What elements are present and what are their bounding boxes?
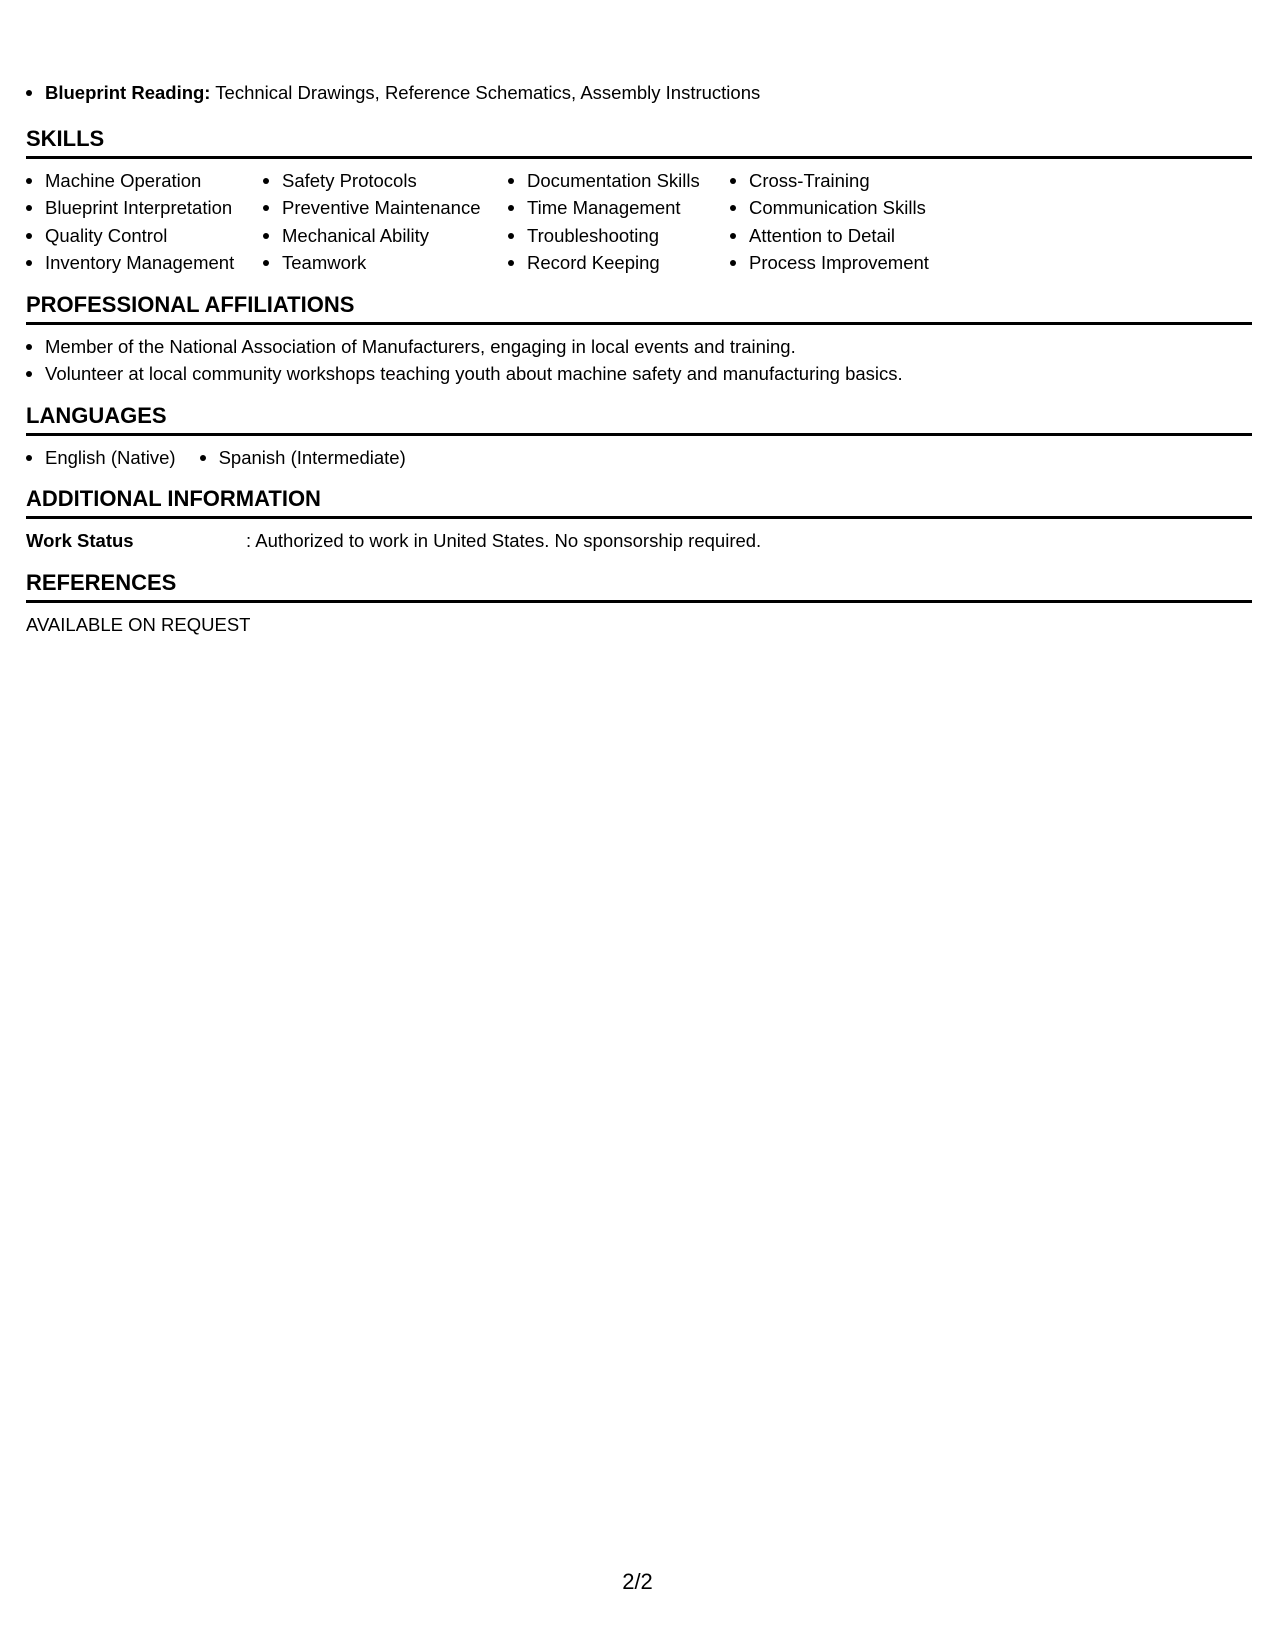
skill-item: Quality Control (26, 222, 263, 250)
languages-heading: LANGUAGES (26, 403, 1252, 436)
languages-list (26, 444, 1252, 472)
affiliation-item: Member of the National Association of Manufacturers, engaging in local events and training. (26, 333, 1252, 361)
skill-item: Time Management (508, 194, 730, 222)
skill-item: Safety Protocols (263, 167, 508, 195)
affiliations-heading: PROFESSIONAL AFFILIATIONS (26, 292, 1252, 325)
blueprint-reading-item (26, 79, 1252, 107)
skill-item: Blueprint Interpretation (26, 194, 263, 222)
work-status-label: Work Status (26, 530, 134, 551)
skill-item: Inventory Management (26, 249, 263, 277)
work-status-value: : Authorized to work in United States. No sponsorship required. (246, 530, 762, 551)
page-number: 2/2 (622, 1569, 653, 1594)
affiliation-item: Volunteer at local community workshops teaching youth about machine safety and manufacturing basics. (26, 360, 1252, 388)
resume-page (26, 0, 1252, 638)
blueprint-reading-label: Blueprint Reading: (45, 82, 211, 103)
skills-heading: SKILLS (26, 126, 1252, 159)
skills-grid (26, 167, 1252, 277)
skills-column-2 (263, 167, 508, 277)
skill-item: Record Keeping (508, 249, 730, 277)
skill-item: Mechanical Ability (263, 222, 508, 250)
skill-item: Communication Skills (730, 194, 990, 222)
skill-item: Process Improvement (730, 249, 990, 277)
skills-column-4 (730, 167, 990, 277)
skill-item: Cross-Training (730, 167, 990, 195)
additional-info-heading: ADDITIONAL INFORMATION (26, 486, 1252, 519)
affiliations-list (26, 333, 1252, 388)
work-status-row (26, 527, 1252, 555)
skill-item: Machine Operation (26, 167, 263, 195)
references-text: AVAILABLE ON REQUEST (26, 613, 251, 635)
skills-column-1 (26, 167, 263, 277)
skills-column-3 (508, 167, 730, 277)
skill-item: Documentation Skills (508, 167, 730, 195)
skill-item: Attention to Detail (730, 222, 990, 250)
blueprint-reading-text: Technical Drawings, Reference Schematics, Assembly Instructions (210, 82, 761, 103)
skill-item: Teamwork (263, 249, 508, 277)
references-heading: REFERENCES (26, 570, 1252, 603)
skill-item: Troubleshooting (508, 222, 730, 250)
language-item: Spanish (Intermediate) (200, 444, 406, 472)
language-item: English (Native) (26, 444, 176, 472)
skill-item: Preventive Maintenance (263, 194, 508, 222)
